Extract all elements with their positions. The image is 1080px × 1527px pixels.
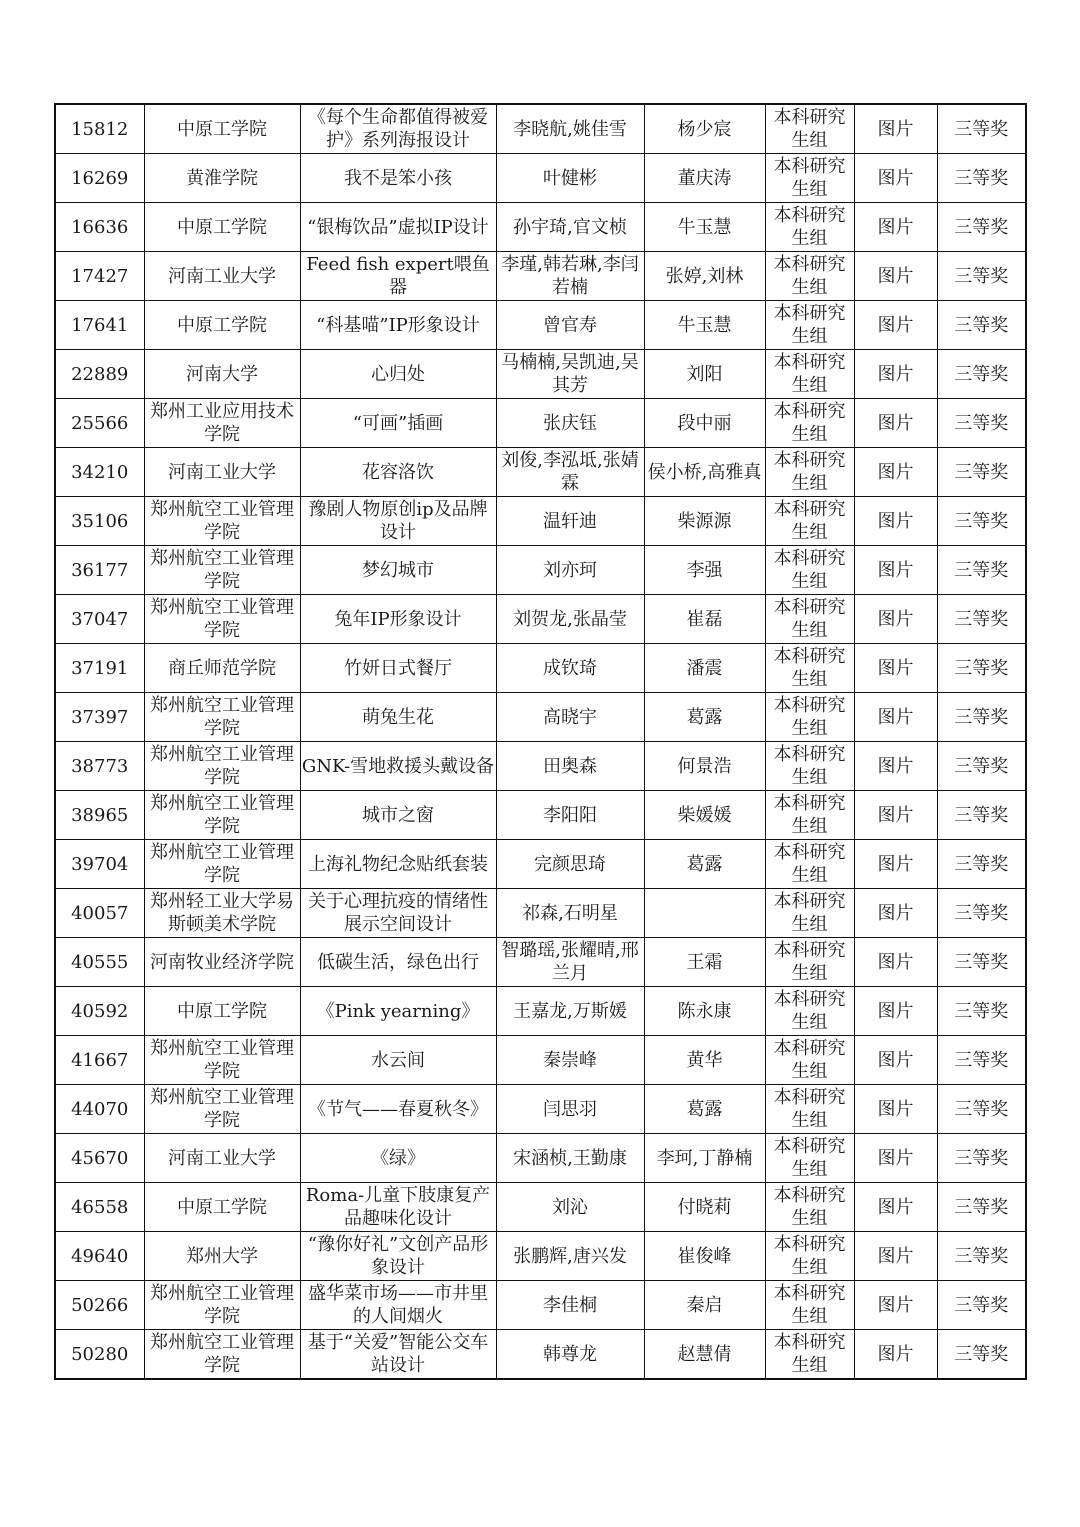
group-cell: 本科研究生组 — [765, 644, 854, 693]
award-cell: 三等奖 — [937, 644, 1026, 693]
award-cell: 三等奖 — [937, 448, 1026, 497]
students-cell: 叶健彬 — [496, 154, 644, 203]
group-cell: 本科研究生组 — [765, 497, 854, 546]
award-cell: 三等奖 — [937, 301, 1026, 350]
table-row — [55, 104, 1026, 154]
school-cell: 中原工学院 — [144, 1183, 300, 1232]
advisor-cell: 董庆涛 — [644, 154, 765, 203]
students-cell: 李瑾,韩若琳,李闫若楠 — [496, 252, 644, 301]
table-row — [55, 742, 1026, 791]
students-cell: 李佳桐 — [496, 1281, 644, 1330]
advisor-cell: 王霜 — [644, 938, 765, 987]
category-cell: 图片 — [854, 1036, 937, 1085]
award-cell: 三等奖 — [937, 1036, 1026, 1085]
work-title-cell: “银梅饮品”虚拟IP设计 — [300, 203, 496, 252]
work-title-cell: 豫剧人物原创ip及品牌设计 — [300, 497, 496, 546]
category-cell: 图片 — [854, 889, 937, 938]
students-cell: 宋涵桢,王勤康 — [496, 1134, 644, 1183]
work-title-cell: 《绿》 — [300, 1134, 496, 1183]
work-title-cell: 花容洛饮 — [300, 448, 496, 497]
students-cell: 孙宇琦,官文桢 — [496, 203, 644, 252]
school-cell: 黄淮学院 — [144, 154, 300, 203]
students-cell: 高晓宇 — [496, 693, 644, 742]
school-cell: 河南牧业经济学院 — [144, 938, 300, 987]
advisor-cell: 张婷,刘林 — [644, 252, 765, 301]
table-row — [55, 889, 1026, 938]
advisor-cell: 牛玉慧 — [644, 301, 765, 350]
group-cell: 本科研究生组 — [765, 693, 854, 742]
advisor-cell: 陈永康 — [644, 987, 765, 1036]
group-cell: 本科研究生组 — [765, 448, 854, 497]
school-cell: 郑州航空工业管理学院 — [144, 1085, 300, 1134]
school-cell: 河南工业大学 — [144, 252, 300, 301]
group-cell: 本科研究生组 — [765, 938, 854, 987]
award-cell: 三等奖 — [937, 104, 1026, 154]
category-cell: 图片 — [854, 987, 937, 1036]
students-cell: 成钦琦 — [496, 644, 644, 693]
entry-id-cell: 25566 — [55, 399, 144, 448]
entry-id-cell: 50280 — [55, 1330, 144, 1380]
entry-id-cell: 41667 — [55, 1036, 144, 1085]
table-row — [55, 154, 1026, 203]
advisor-cell: 李强 — [644, 546, 765, 595]
students-cell: 李晓航,姚佳雪 — [496, 104, 644, 154]
award-cell: 三等奖 — [937, 889, 1026, 938]
group-cell: 本科研究生组 — [765, 791, 854, 840]
entry-id-cell: 45670 — [55, 1134, 144, 1183]
entry-id-cell: 34210 — [55, 448, 144, 497]
school-cell: 郑州航空工业管理学院 — [144, 1330, 300, 1380]
table-row — [55, 791, 1026, 840]
advisor-cell: 葛露 — [644, 1085, 765, 1134]
school-cell: 郑州工业应用技术学院 — [144, 399, 300, 448]
table-row — [55, 1036, 1026, 1085]
school-cell: 河南工业大学 — [144, 448, 300, 497]
students-cell: 祁森,石明星 — [496, 889, 644, 938]
award-cell: 三等奖 — [937, 203, 1026, 252]
group-cell: 本科研究生组 — [765, 1183, 854, 1232]
award-cell: 三等奖 — [937, 497, 1026, 546]
school-cell: 河南大学 — [144, 350, 300, 399]
category-cell: 图片 — [854, 938, 937, 987]
work-title-cell: GNK-雪地救援头戴设备 — [300, 742, 496, 791]
school-cell: 郑州航空工业管理学院 — [144, 546, 300, 595]
table-row — [55, 203, 1026, 252]
table-row — [55, 1183, 1026, 1232]
students-cell: 完颜思琦 — [496, 840, 644, 889]
category-cell: 图片 — [854, 448, 937, 497]
group-cell: 本科研究生组 — [765, 1134, 854, 1183]
entry-id-cell: 17641 — [55, 301, 144, 350]
category-cell: 图片 — [854, 644, 937, 693]
award-cell: 三等奖 — [937, 1330, 1026, 1380]
table-row — [55, 301, 1026, 350]
advisor-cell: 崔磊 — [644, 595, 765, 644]
work-title-cell: 水云间 — [300, 1036, 496, 1085]
work-title-cell: 《节气——春夏秋冬》 — [300, 1085, 496, 1134]
category-cell: 图片 — [854, 693, 937, 742]
group-cell: 本科研究生组 — [765, 889, 854, 938]
students-cell: 李阳阳 — [496, 791, 644, 840]
table-row — [55, 938, 1026, 987]
school-cell: 郑州航空工业管理学院 — [144, 742, 300, 791]
school-cell: 郑州航空工业管理学院 — [144, 1036, 300, 1085]
group-cell: 本科研究生组 — [765, 1036, 854, 1085]
students-cell: 刘俊,李泓坻,张婧霖 — [496, 448, 644, 497]
entry-id-cell: 16269 — [55, 154, 144, 203]
advisor-cell: 李珂,丁静楠 — [644, 1134, 765, 1183]
award-cell: 三等奖 — [937, 350, 1026, 399]
group-cell: 本科研究生组 — [765, 252, 854, 301]
category-cell: 图片 — [854, 252, 937, 301]
table-row — [55, 1281, 1026, 1330]
award-cell: 三等奖 — [937, 1281, 1026, 1330]
award-cell: 三等奖 — [937, 840, 1026, 889]
group-cell: 本科研究生组 — [765, 1281, 854, 1330]
award-cell: 三等奖 — [937, 399, 1026, 448]
group-cell: 本科研究生组 — [765, 595, 854, 644]
work-title-cell: “豫你好礼”文创产品形象设计 — [300, 1232, 496, 1281]
entry-id-cell: 40057 — [55, 889, 144, 938]
school-cell: 中原工学院 — [144, 987, 300, 1036]
category-cell: 图片 — [854, 791, 937, 840]
group-cell: 本科研究生组 — [765, 301, 854, 350]
school-cell: 郑州航空工业管理学院 — [144, 595, 300, 644]
group-cell: 本科研究生组 — [765, 104, 854, 154]
group-cell: 本科研究生组 — [765, 987, 854, 1036]
students-cell: 秦崇峰 — [496, 1036, 644, 1085]
school-cell: 郑州航空工业管理学院 — [144, 1281, 300, 1330]
school-cell: 中原工学院 — [144, 301, 300, 350]
advisor-cell: 段中丽 — [644, 399, 765, 448]
category-cell: 图片 — [854, 1183, 937, 1232]
advisor-cell: 崔俊峰 — [644, 1232, 765, 1281]
group-cell: 本科研究生组 — [765, 1330, 854, 1380]
category-cell: 图片 — [854, 1232, 937, 1281]
category-cell: 图片 — [854, 1085, 937, 1134]
group-cell: 本科研究生组 — [765, 546, 854, 595]
group-cell: 本科研究生组 — [765, 154, 854, 203]
table-row — [55, 595, 1026, 644]
school-cell: 河南工业大学 — [144, 1134, 300, 1183]
award-cell: 三等奖 — [937, 546, 1026, 595]
category-cell: 图片 — [854, 840, 937, 889]
school-cell: 郑州航空工业管理学院 — [144, 693, 300, 742]
award-table-body — [55, 104, 1026, 1379]
entry-id-cell: 15812 — [55, 104, 144, 154]
entry-id-cell: 40592 — [55, 987, 144, 1036]
category-cell: 图片 — [854, 1330, 937, 1380]
students-cell: 马楠楠,吴凯迪,吴其芳 — [496, 350, 644, 399]
category-cell: 图片 — [854, 203, 937, 252]
category-cell: 图片 — [854, 742, 937, 791]
students-cell: 张庆钰 — [496, 399, 644, 448]
award-list-sheet — [54, 103, 1025, 1380]
award-cell: 三等奖 — [937, 791, 1026, 840]
advisor-cell: 秦启 — [644, 1281, 765, 1330]
work-title-cell: 城市之窗 — [300, 791, 496, 840]
work-title-cell: 关于心理抗疫的情绪性展示空间设计 — [300, 889, 496, 938]
entry-id-cell: 39704 — [55, 840, 144, 889]
students-cell: 温轩迪 — [496, 497, 644, 546]
entry-id-cell: 17427 — [55, 252, 144, 301]
students-cell: 田奥森 — [496, 742, 644, 791]
advisor-cell — [644, 889, 765, 938]
students-cell: 刘沁 — [496, 1183, 644, 1232]
school-cell: 郑州航空工业管理学院 — [144, 497, 300, 546]
entry-id-cell: 44070 — [55, 1085, 144, 1134]
table-row — [55, 644, 1026, 693]
award-cell: 三等奖 — [937, 154, 1026, 203]
group-cell: 本科研究生组 — [765, 399, 854, 448]
category-cell: 图片 — [854, 301, 937, 350]
work-title-cell: 竹妍日式餐厅 — [300, 644, 496, 693]
table-row — [55, 1232, 1026, 1281]
work-title-cell: 兔年IP形象设计 — [300, 595, 496, 644]
advisor-cell: 刘阳 — [644, 350, 765, 399]
work-title-cell: Roma-儿童下肢康复产品趣味化设计 — [300, 1183, 496, 1232]
school-cell: 郑州大学 — [144, 1232, 300, 1281]
entry-id-cell: 50266 — [55, 1281, 144, 1330]
work-title-cell: 《每个生命都值得被爱护》系列海报设计 — [300, 104, 496, 154]
award-cell: 三等奖 — [937, 742, 1026, 791]
group-cell: 本科研究生组 — [765, 203, 854, 252]
work-title-cell: 萌兔生花 — [300, 693, 496, 742]
school-cell: 郑州航空工业管理学院 — [144, 791, 300, 840]
students-cell: 韩尊龙 — [496, 1330, 644, 1380]
table-row — [55, 1134, 1026, 1183]
school-cell: 中原工学院 — [144, 104, 300, 154]
work-title-cell: “科基喵”IP形象设计 — [300, 301, 496, 350]
advisor-cell: 杨少宸 — [644, 104, 765, 154]
award-cell: 三等奖 — [937, 1134, 1026, 1183]
group-cell: 本科研究生组 — [765, 742, 854, 791]
entry-id-cell: 37397 — [55, 693, 144, 742]
advisor-cell: 葛露 — [644, 693, 765, 742]
category-cell: 图片 — [854, 546, 937, 595]
school-cell: 郑州轻工业大学易斯顿美术学院 — [144, 889, 300, 938]
award-cell: 三等奖 — [937, 987, 1026, 1036]
group-cell: 本科研究生组 — [765, 350, 854, 399]
advisor-cell: 潘震 — [644, 644, 765, 693]
entry-id-cell: 46558 — [55, 1183, 144, 1232]
entry-id-cell: 35106 — [55, 497, 144, 546]
advisor-cell: 付晓莉 — [644, 1183, 765, 1232]
work-title-cell: Feed fish expert喂鱼器 — [300, 252, 496, 301]
advisor-cell: 何景浩 — [644, 742, 765, 791]
advisor-cell: 黄华 — [644, 1036, 765, 1085]
students-cell: 刘亦珂 — [496, 546, 644, 595]
category-cell: 图片 — [854, 350, 937, 399]
table-row — [55, 1330, 1026, 1380]
entry-id-cell: 37047 — [55, 595, 144, 644]
table-row — [55, 1085, 1026, 1134]
work-title-cell: 心归处 — [300, 350, 496, 399]
school-cell: 商丘师范学院 — [144, 644, 300, 693]
category-cell: 图片 — [854, 1281, 937, 1330]
group-cell: 本科研究生组 — [765, 1085, 854, 1134]
work-title-cell: 盛华菜市场——市井里的人间烟火 — [300, 1281, 496, 1330]
work-title-cell: 梦幻城市 — [300, 546, 496, 595]
school-cell: 中原工学院 — [144, 203, 300, 252]
award-cell: 三等奖 — [937, 693, 1026, 742]
advisor-cell: 柴源源 — [644, 497, 765, 546]
entry-id-cell: 49640 — [55, 1232, 144, 1281]
category-cell: 图片 — [854, 497, 937, 546]
students-cell: 刘贺龙,张晶莹 — [496, 595, 644, 644]
award-cell: 三等奖 — [937, 1085, 1026, 1134]
students-cell: 曾官寿 — [496, 301, 644, 350]
table-row — [55, 840, 1026, 889]
work-title-cell: 上海礼物纪念贴纸套装 — [300, 840, 496, 889]
work-title-cell: 我不是笨小孩 — [300, 154, 496, 203]
advisor-cell: 牛玉慧 — [644, 203, 765, 252]
advisor-cell: 赵慧倩 — [644, 1330, 765, 1380]
table-row — [55, 987, 1026, 1036]
table-row — [55, 693, 1026, 742]
award-table — [54, 103, 1027, 1380]
advisor-cell: 侯小桥,高雅真 — [644, 448, 765, 497]
entry-id-cell: 16636 — [55, 203, 144, 252]
entry-id-cell: 36177 — [55, 546, 144, 595]
advisor-cell: 柴媛媛 — [644, 791, 765, 840]
category-cell: 图片 — [854, 1134, 937, 1183]
table-row — [55, 448, 1026, 497]
award-cell: 三等奖 — [937, 1232, 1026, 1281]
category-cell: 图片 — [854, 154, 937, 203]
entry-id-cell: 22889 — [55, 350, 144, 399]
entry-id-cell: 40555 — [55, 938, 144, 987]
category-cell: 图片 — [854, 595, 937, 644]
category-cell: 图片 — [854, 104, 937, 154]
award-cell: 三等奖 — [937, 595, 1026, 644]
entry-id-cell: 37191 — [55, 644, 144, 693]
table-row — [55, 497, 1026, 546]
group-cell: 本科研究生组 — [765, 840, 854, 889]
entry-id-cell: 38773 — [55, 742, 144, 791]
award-cell: 三等奖 — [937, 1183, 1026, 1232]
students-cell: 闫思羽 — [496, 1085, 644, 1134]
students-cell: 智璐瑶,张耀晴,邢兰月 — [496, 938, 644, 987]
award-cell: 三等奖 — [937, 252, 1026, 301]
table-row — [55, 252, 1026, 301]
category-cell: 图片 — [854, 399, 937, 448]
advisor-cell: 葛露 — [644, 840, 765, 889]
work-title-cell: “可画”插画 — [300, 399, 496, 448]
group-cell: 本科研究生组 — [765, 1232, 854, 1281]
students-cell: 张鹏辉,唐兴发 — [496, 1232, 644, 1281]
work-title-cell: 基于“关爱”智能公交车站设计 — [300, 1330, 496, 1380]
students-cell: 王嘉龙,万斯媛 — [496, 987, 644, 1036]
school-cell: 郑州航空工业管理学院 — [144, 840, 300, 889]
table-row — [55, 546, 1026, 595]
table-row — [55, 350, 1026, 399]
entry-id-cell: 38965 — [55, 791, 144, 840]
table-row — [55, 399, 1026, 448]
award-cell: 三等奖 — [937, 938, 1026, 987]
work-title-cell: 《Pink yearning》 — [300, 987, 496, 1036]
work-title-cell: 低碳生活，绿色出行 — [300, 938, 496, 987]
